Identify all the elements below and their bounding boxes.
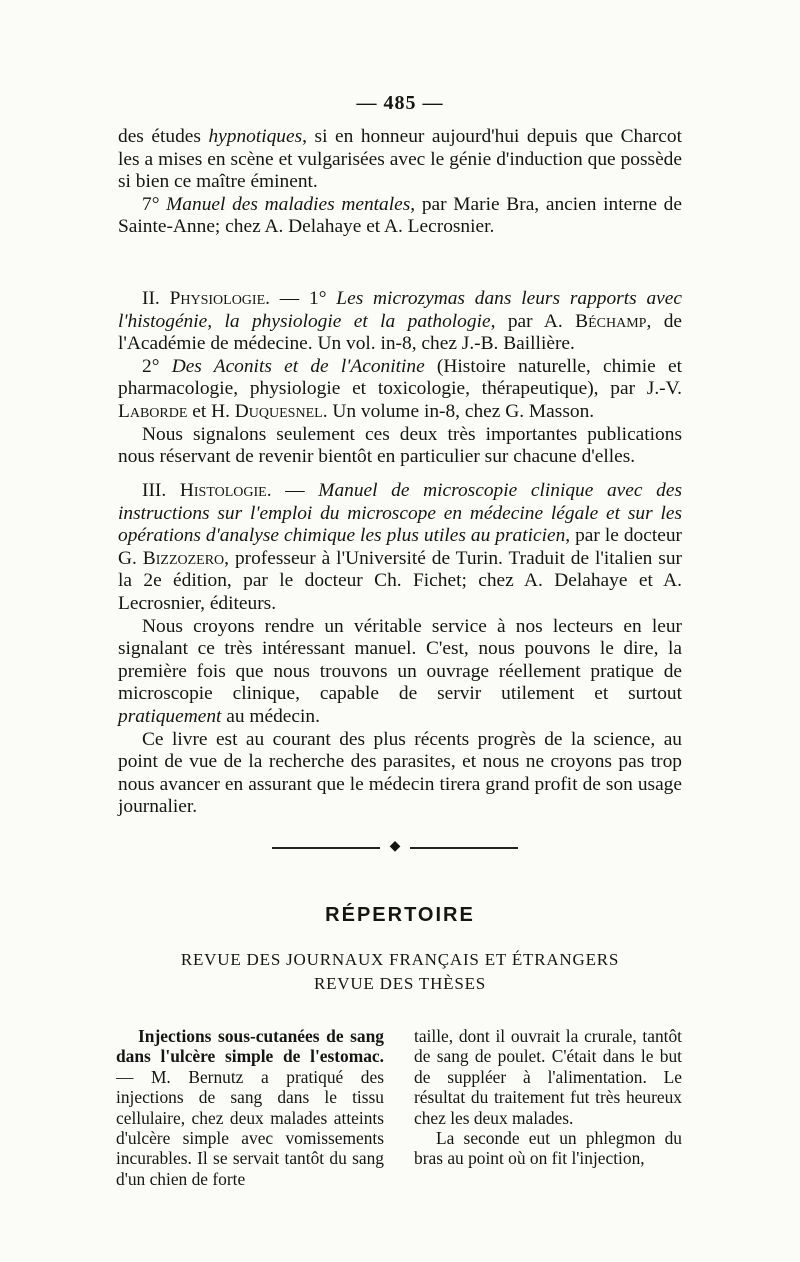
page-number: — 485 — xyxy=(356,92,444,114)
rule-line-left xyxy=(272,847,380,849)
paragraph-signalons: Nous signalons seulement ces deux très importantes publications nous réservant de revenir bientôt en particulier sur chacune d'elles. xyxy=(118,423,682,468)
article-second-case: La seconde eut un phlegmon du bras au point où on fit l'injection, xyxy=(414,1128,682,1169)
paragraph-hypnotic: des études hypnotiques, si en honneur aujourd'hui depuis que Charcot les a mises en scène et vulgarisées avec le génie d'induction que possède si bien ce maître éminent. xyxy=(118,126,682,193)
paragraph-progres: Ce livre est au courant des plus récents progrès de la science, au point de vue de la recherche des parasites, et nous ne croyons pas trop nous avancer en assurant que le médecin tirera grand profit de son usage journalier. xyxy=(118,728,682,818)
ornamental-rule xyxy=(272,839,518,854)
top-text-block xyxy=(118,126,682,239)
paragraph-microzymas: II. Physiologie. — 1° Les microzymas dans leurs rapports avec l'histogénie, la physiologie et la pathologie, par A. Béchamp, de l'Académie de médecine. Un vol. in-8, chez J.-B. Baillière. xyxy=(118,288,683,355)
column-right xyxy=(414,1026,682,1169)
paragraph-microscopie: III. Histologie. — Manuel de microscopie clinique avec des instructions sur l'emploi du microscope en médecine légale et sur les opérations d'analyse chimique les plus utiles au praticien, par le docteur G. Bizzozero, professeur à l'Université de Turin. Traduit de l'italien sur la 2e édition, par le docteur Ch. Fichet; chez A. Delahaye et A. Lecrosnier, éditeurs. xyxy=(118,480,683,614)
section-heading: III. Histologie. xyxy=(142,480,272,501)
paragraph-aconits: 2° Des Aconits et de l'Aconitine (Histoire naturelle, chimie et pharmacologie, physiologie et toxicologie, thérapeutique), par J.-V. Laborde et H. Duquesnel. Un volume in-8, chez G. Masson. xyxy=(118,355,682,422)
article-injections: Injections sous-cutanées de sang dans l'ulcère simple de l'estomac. — M. Bernutz a pratiqué des injections de sang dans le tissu cellulaire, chez deux malades atteints d'ulcère simple avec vomissements incurables. Il se servait tantôt du sang d'un chien de forte xyxy=(116,1026,384,1189)
repertoire-subtitle: REVUE DES JOURNAUX FRANÇAIS ET ÉTRANGERS xyxy=(180,950,620,969)
section-heading: II. Physiologie. xyxy=(142,288,270,309)
section-physiologie xyxy=(118,288,682,469)
article-continuation: taille, dont il ouvrait la crurale, tantôt de sang de poulet. C'était dans le but de suppléer à l'alimentation. Le résultat du traitement fut très heureux chez les deux malades. xyxy=(414,1026,682,1128)
paragraph-review: Nous croyons rendre un véritable service à nos lecteurs en leur signalant ce très intéressant manuel. C'est, nous pouvons le dire, la première fois que nous trouvons un ouvrage réellement pratique de microscopie clinique, capable de servir utilement et surtout pratiquement au médecin. xyxy=(118,615,682,727)
rule-line-right xyxy=(410,847,518,849)
section-histologie xyxy=(118,480,682,819)
column-left xyxy=(116,1026,384,1189)
theses-subtitle: REVUE DES THÈSES xyxy=(313,974,487,993)
repertoire-title: RÉPERTOIRE xyxy=(325,904,475,926)
article-lead: Injections sous-cutanées de sang dans l'ulcère simple de l'estomac. xyxy=(116,1026,384,1067)
ornament-icon: ◆ xyxy=(389,839,401,854)
paragraph-manual-mental: 7° Manuel des maladies mentales, par Marie Bra, ancien interne de Sainte-Anne; chez A. Delahaye et A. Lecrosnier. xyxy=(118,193,682,238)
